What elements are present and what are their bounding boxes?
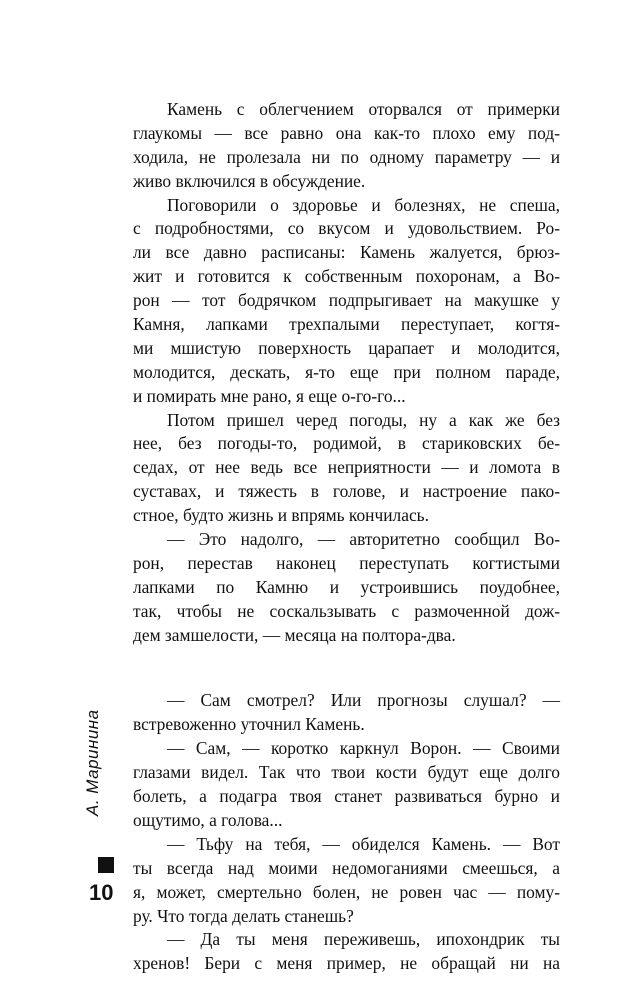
text-line: ру. Что тогда делать станешь? (133, 905, 354, 926)
text-line: Камень с облегчением оторвался от примерки (167, 99, 560, 119)
text-line: нее, без погоды-то, родимой, в стариковских бе- (133, 433, 560, 454)
text-line: я, может, смертельно болен, не ровен час — пому- (133, 881, 560, 902)
text-line: ходила, не пролезала ни по одному параметру — и (133, 146, 560, 167)
text-line: болеть, а подагра твоя станет развиваться бурно и (133, 786, 560, 807)
text-line: живо включился в обсуждение. (133, 170, 366, 191)
text-line: ли все давно расписаны: Камень жалуется, брюз- (133, 242, 560, 263)
text-line: дем замшелости, — месяца на полтора-два. (133, 624, 456, 645)
text-line: Поговорили о здоровье и болезнях, не спеша, (167, 194, 560, 215)
text-line: седах, от нее ведь все неприятности — и ломота в (133, 457, 560, 478)
text-line: рон — тот бодрячком подпрыгивает на макушке у (133, 290, 560, 311)
text-line: Потом пришел черед погоды, ну а как же без (167, 409, 560, 430)
running-head: А. Маринина (83, 709, 102, 816)
text-line: с подробностями, со вкусом и удовольствием. Ро- (133, 218, 560, 239)
text-line: — Да ты меня переживешь, ипохондрик ты (167, 929, 560, 950)
text-line: ощутимо, а голова... (133, 809, 283, 830)
section-gap (133, 647, 560, 689)
text-line: лапками по Камню и устроившись поудобнее, (133, 576, 560, 597)
text-line: встревоженно уточнил Камень. (133, 714, 365, 735)
text-line: Камня, лапками трехпалыми переступает, когтя- (133, 314, 560, 335)
square-marker-icon (98, 857, 114, 873)
page-number: 10 (89, 880, 114, 905)
body-text (133, 98, 560, 976)
text-line: стное, будто жизнь и впрямь кончилась. (133, 505, 429, 526)
text-line: — Сам смотрел? Или прогнозы слушал? — (167, 690, 560, 711)
text-line: так, чтобы не соскальзывать с размоченной дож- (133, 600, 560, 621)
text-line: — Тьфу на тебя, — обиделся Камень. — Вот (167, 833, 560, 854)
text-line: и помирать мне рано, я еще о-го-го... (133, 385, 406, 406)
text-line: суставах, и тяжесть в голове, и настроение пако- (133, 481, 560, 502)
text-line: ты всегда над моими недомоганиями смеешься, а (133, 857, 560, 878)
text-line: жит и готовится к собственным похоронам, а Во- (133, 266, 560, 287)
text-line: ми мшистую поверхность царапает и молодится, (133, 337, 560, 358)
text-line: — Это надолго, — авторитетно сообщил Во- (167, 529, 560, 550)
text-line: хренов! Бери с меня пример, не обращай ни на (133, 953, 560, 974)
text-line: молодится, дескать, я-то еще при полном параде, (133, 361, 560, 382)
text-line: — Сам, — коротко каркнул Ворон. — Своими (167, 738, 560, 759)
text-line: глаукомы — все равно она как-то плохо ему под- (133, 122, 560, 143)
text-line: рон, перестав наконец переступать когтистыми (133, 552, 560, 573)
text-line: глазами видел. Так что твои кости будут еще долго (133, 762, 560, 783)
